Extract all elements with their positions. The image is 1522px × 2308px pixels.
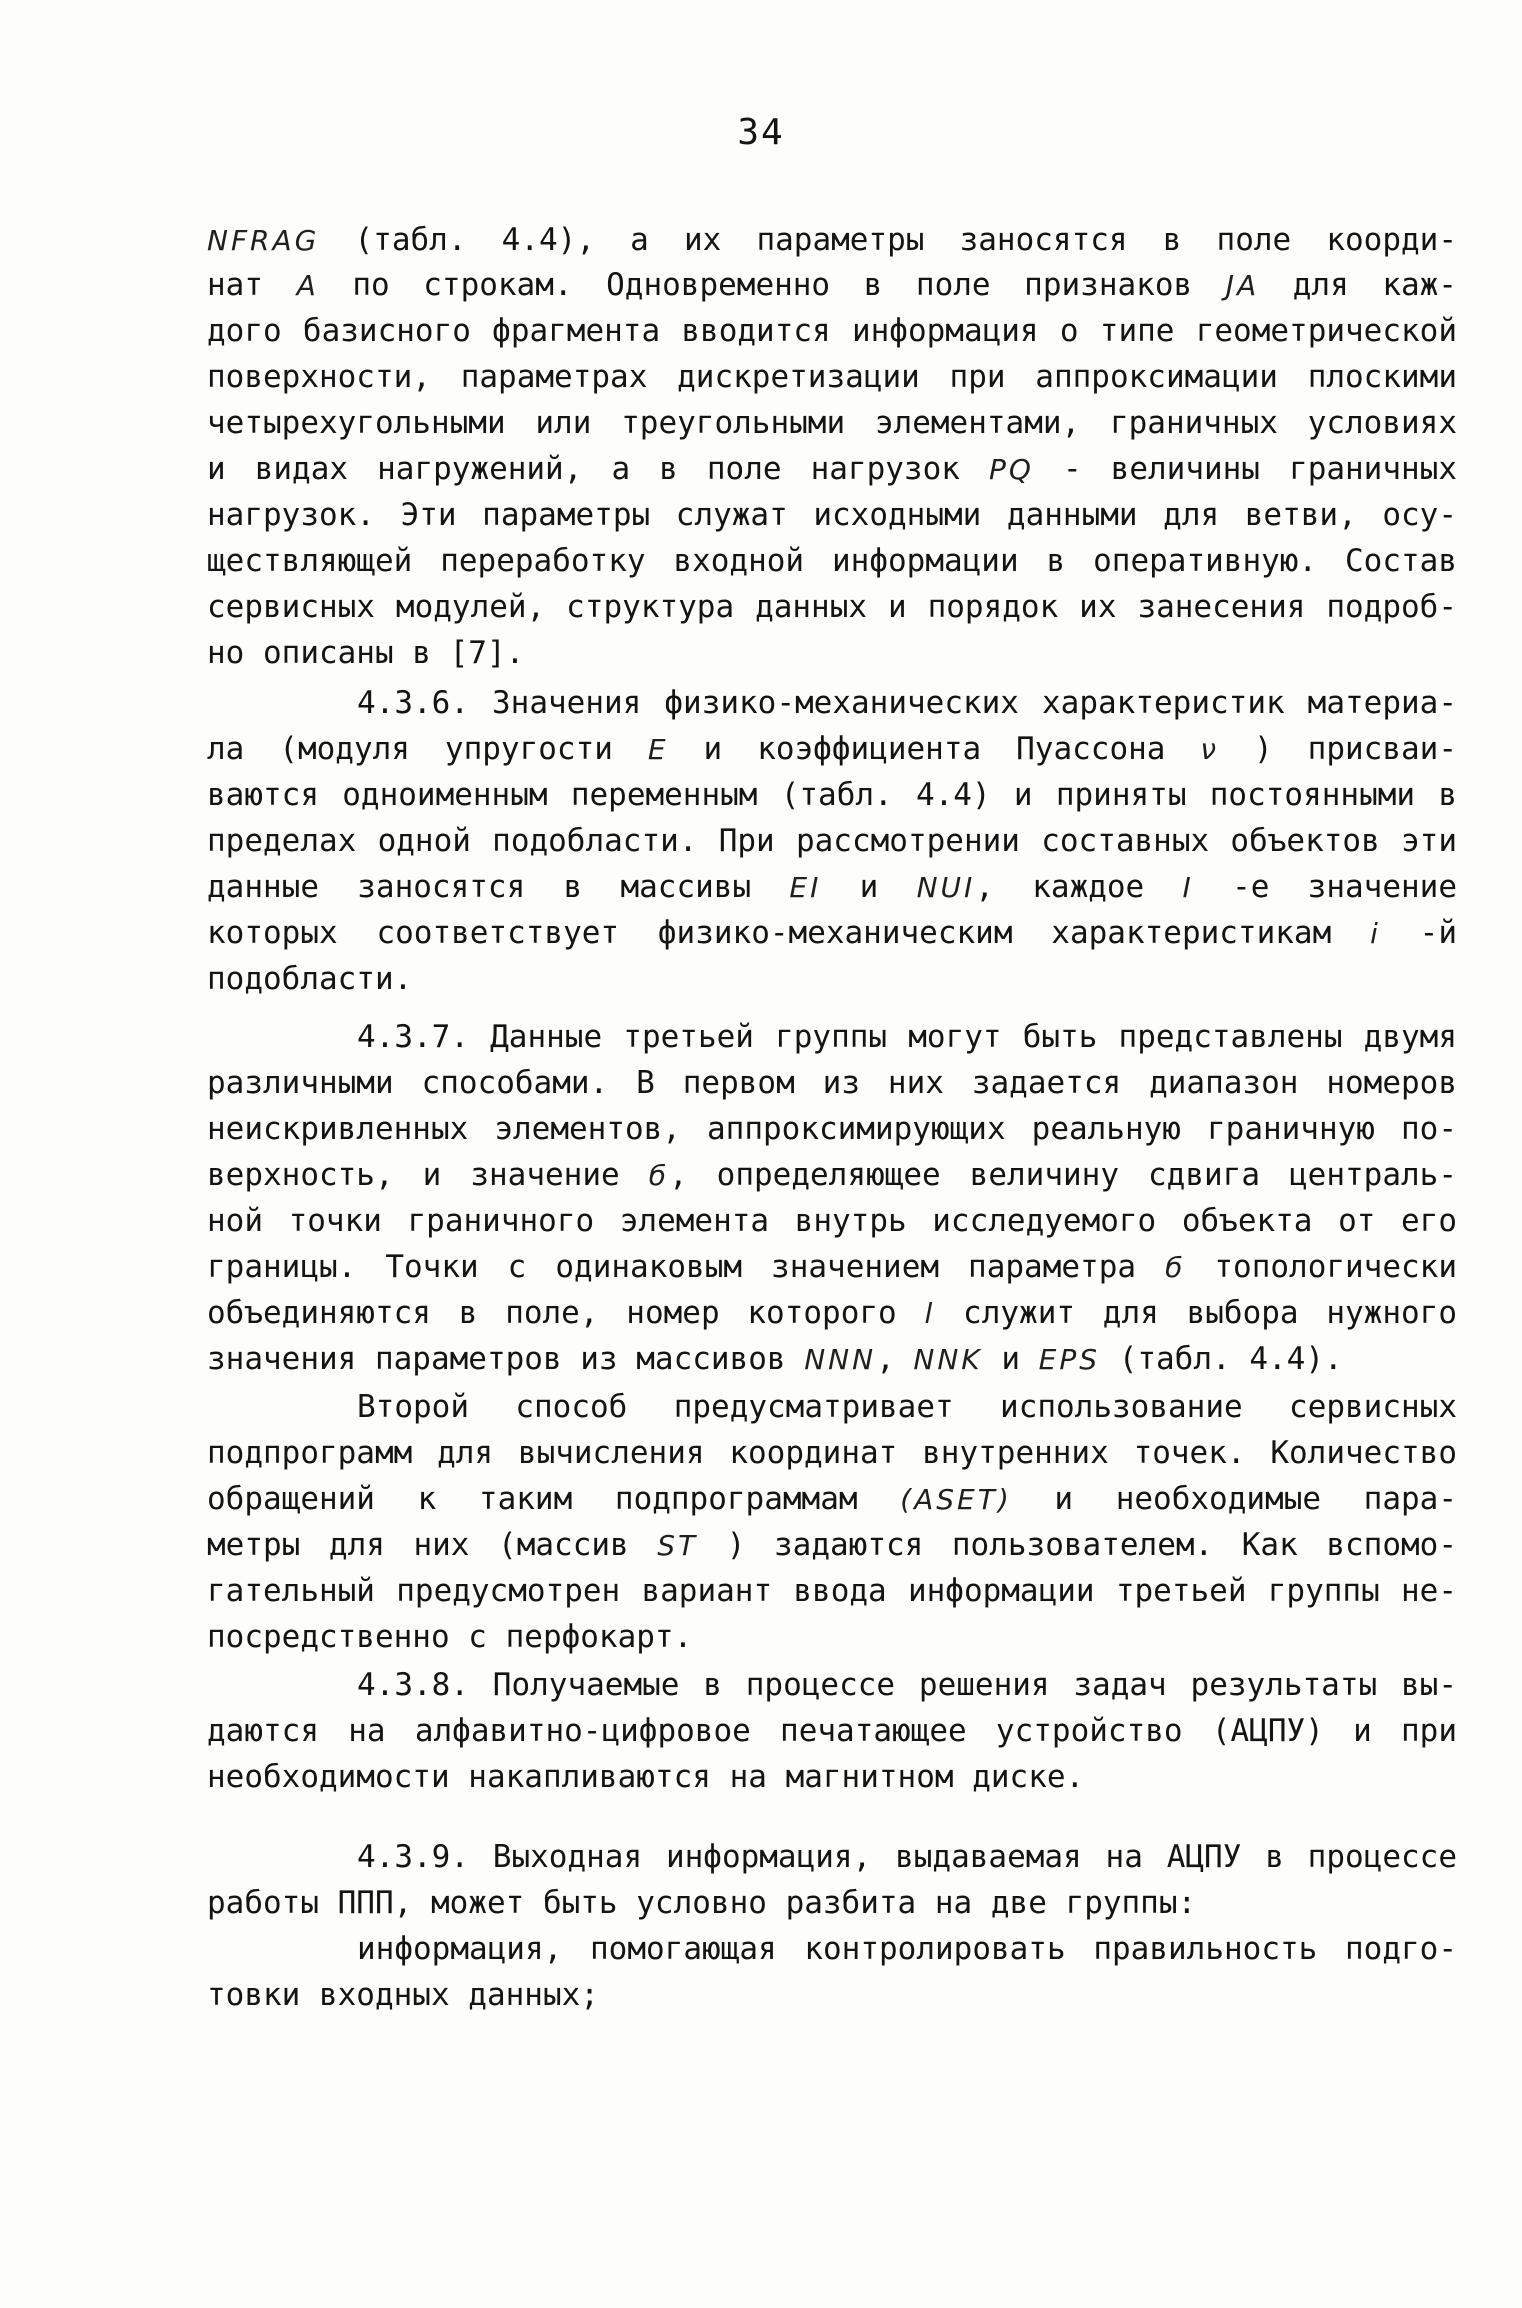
handwritten-symbol: NNN bbox=[804, 1343, 877, 1376]
text-segment: и видах нагружений, а в поле нагрузок bbox=[207, 451, 989, 487]
text-line bbox=[207, 1754, 1457, 1800]
text-segment: 4.3.8. Получаемые в процессе решения задач результаты вы- bbox=[357, 1667, 1457, 1703]
text-segment: ществляющей переработку входной информации в оперативную. Состав bbox=[207, 543, 1457, 579]
text-segment: ваются одноименным переменным (табл. 4.4) и приняты постоянными в bbox=[207, 777, 1457, 813]
text-line bbox=[207, 538, 1457, 584]
text-segment: работы ППП, может быть условно разбита на две группы: bbox=[207, 1885, 1197, 1921]
text-segment: ) присваи- bbox=[1219, 731, 1457, 767]
text-line bbox=[207, 1430, 1457, 1476]
text-line bbox=[207, 772, 1457, 818]
text-line bbox=[207, 864, 1457, 910]
text-segment: для каж- bbox=[1259, 267, 1457, 303]
handwritten-symbol: JA bbox=[1225, 269, 1260, 302]
handwritten-symbol: ν bbox=[1200, 733, 1220, 766]
text-segment: -й bbox=[1380, 915, 1457, 951]
text-line bbox=[207, 1476, 1457, 1522]
text-segment: и bbox=[982, 1341, 1039, 1377]
text-line bbox=[357, 1014, 1457, 1060]
text-segment: ) задаются пользователем. Как вспомо- bbox=[698, 1527, 1457, 1563]
text-line bbox=[207, 1614, 1457, 1660]
text-segment: -е значение bbox=[1193, 869, 1457, 905]
text-segment: но описаны в [7]. bbox=[207, 635, 525, 671]
text-line bbox=[207, 818, 1457, 864]
text-segment: гательный предусмотрен вариант ввода информации третьей группы не- bbox=[207, 1573, 1457, 1609]
text-segment: обращений к таким подпрограммам bbox=[207, 1481, 901, 1517]
text-line bbox=[357, 1384, 1457, 1430]
text-segment: 4.3.9. Выходная информация, выдаваемая на АЦПУ в процессе bbox=[357, 1839, 1457, 1875]
text-segment: даются на алфавитно-цифровое печатающее устройство (АЦПУ) и при bbox=[207, 1713, 1457, 1749]
text-segment: сервисных модулей, структура данных и порядок их занесения подроб- bbox=[207, 589, 1457, 625]
handwritten-symbol: NUI bbox=[916, 871, 976, 904]
text-line bbox=[207, 630, 1457, 676]
text-segment: , каждое bbox=[975, 869, 1183, 905]
text-segment: 4.3.7. Данные третьей группы могут быть представлены двумя bbox=[357, 1019, 1457, 1055]
handwritten-symbol: (ASET) bbox=[900, 1483, 1012, 1516]
text-segment: объединяются в поле, номер которого bbox=[207, 1295, 925, 1331]
text-segment: (табл. 4.4). bbox=[1100, 1341, 1343, 1377]
text-segment: ной точки граничного элемента внутрь исследуемого объекта от его bbox=[207, 1203, 1457, 1239]
handwritten-symbol: PQ bbox=[988, 453, 1034, 486]
text-segment: по строкам. Одновременно в поле признаков bbox=[318, 267, 1226, 303]
text-line bbox=[207, 956, 1457, 1002]
handwritten-symbol: I bbox=[1182, 871, 1194, 904]
text-line bbox=[207, 217, 1457, 263]
text-segment: значения параметров из массивов bbox=[207, 1341, 805, 1377]
text-segment: которых соответствует физико-механическим характеристикам bbox=[207, 915, 1371, 951]
text-line bbox=[207, 1290, 1457, 1336]
text-segment: ла (модуля упругости bbox=[207, 731, 648, 767]
handwritten-symbol: NNK bbox=[913, 1343, 983, 1376]
text-segment: и bbox=[821, 869, 917, 905]
text-segment: дого базисного фрагмента вводится информация о типе геометрической bbox=[207, 313, 1457, 349]
text-segment: служит для выбора нужного bbox=[935, 1295, 1457, 1331]
handwritten-symbol: ST bbox=[657, 1529, 699, 1562]
text-segment: , bbox=[876, 1341, 914, 1377]
text-line bbox=[207, 584, 1457, 630]
handwritten-symbol: l bbox=[924, 1297, 936, 1330]
text-line bbox=[207, 910, 1457, 956]
text-line bbox=[207, 1336, 1457, 1382]
text-line bbox=[357, 1662, 1457, 1708]
text-line bbox=[207, 308, 1457, 354]
text-segment: данные заносятся в массивы bbox=[207, 869, 790, 905]
text-line bbox=[207, 1880, 1457, 1926]
text-line bbox=[207, 1152, 1457, 1198]
handwritten-symbol: б bbox=[648, 1159, 669, 1192]
page-number: 34 bbox=[737, 112, 785, 153]
text-line bbox=[207, 262, 1457, 308]
text-segment: Второй способ предусматривает использование сервисных bbox=[357, 1389, 1457, 1425]
text-segment: информация, помогающая контролировать правильность подго- bbox=[357, 1931, 1457, 1967]
text-line bbox=[207, 1972, 1457, 2018]
handwritten-symbol: NFRAG bbox=[207, 224, 320, 257]
text-segment: поверхности, параметрах дискретизации при аппроксимации плоскими bbox=[207, 359, 1457, 395]
text-line bbox=[207, 1522, 1457, 1568]
text-line bbox=[207, 400, 1457, 446]
text-segment: подпрограмм для вычисления координат внутренних точек. Количество bbox=[207, 1435, 1457, 1471]
text-segment: различными способами. В первом из них задается диапазон номеров bbox=[207, 1065, 1457, 1101]
text-segment: метры для них (массив bbox=[207, 1527, 658, 1563]
text-segment: пределах одной подобласти. При рассмотрении составных объектов эти bbox=[207, 823, 1457, 859]
text-segment: , определяющее величину сдвига централь- bbox=[668, 1157, 1457, 1193]
text-segment: верхность, и значение bbox=[207, 1157, 649, 1193]
text-line bbox=[207, 1106, 1457, 1152]
text-line bbox=[357, 1834, 1457, 1880]
text-segment: топологически bbox=[1185, 1249, 1457, 1285]
handwritten-symbol: б bbox=[1165, 1251, 1186, 1284]
text-segment: границы. Точки с одинаковым значением параметра bbox=[207, 1249, 1166, 1285]
handwritten-symbol: i bbox=[1370, 917, 1381, 950]
text-line bbox=[207, 492, 1457, 538]
text-segment: четырехугольными или треугольными элементами, граничных условиях bbox=[207, 405, 1457, 441]
text-segment: товки входных данных; bbox=[207, 1977, 599, 2013]
text-line bbox=[207, 446, 1457, 492]
text-segment: - величины граничных bbox=[1033, 451, 1457, 487]
text-segment: неискривленных элементов, аппроксимирующих реальную граничную по- bbox=[207, 1111, 1457, 1147]
text-segment: необходимости накапливаются на магнитном диске. bbox=[207, 1759, 1085, 1795]
text-line bbox=[207, 1568, 1457, 1614]
text-line bbox=[207, 1708, 1457, 1754]
text-segment: посредственно с перфокарт. bbox=[207, 1619, 693, 1655]
text-line bbox=[357, 1926, 1457, 1972]
text-segment: подобласти. bbox=[207, 961, 413, 997]
handwritten-symbol: EPS bbox=[1038, 1343, 1101, 1376]
text-line bbox=[357, 680, 1457, 726]
text-line bbox=[207, 1198, 1457, 1244]
handwritten-symbol: A bbox=[296, 269, 319, 302]
text-segment: и коэффициента Пуассона bbox=[668, 731, 1201, 767]
text-segment: нат bbox=[207, 267, 297, 303]
text-segment: 4.3.6. Значения физико-механических характеристик материа- bbox=[357, 685, 1457, 721]
handwritten-symbol: EI bbox=[789, 871, 822, 904]
text-line bbox=[207, 726, 1457, 772]
handwritten-symbol: E bbox=[647, 733, 669, 766]
text-segment: и необходимые пара- bbox=[1011, 1481, 1457, 1517]
text-line bbox=[207, 1244, 1457, 1290]
text-segment: нагрузок. Эти параметры служат исходными данными для ветви, осу- bbox=[207, 497, 1457, 533]
text-line bbox=[207, 1060, 1457, 1106]
text-line bbox=[207, 354, 1457, 400]
text-segment: (табл. 4.4), а их параметры заносятся в поле коорди- bbox=[319, 222, 1457, 258]
